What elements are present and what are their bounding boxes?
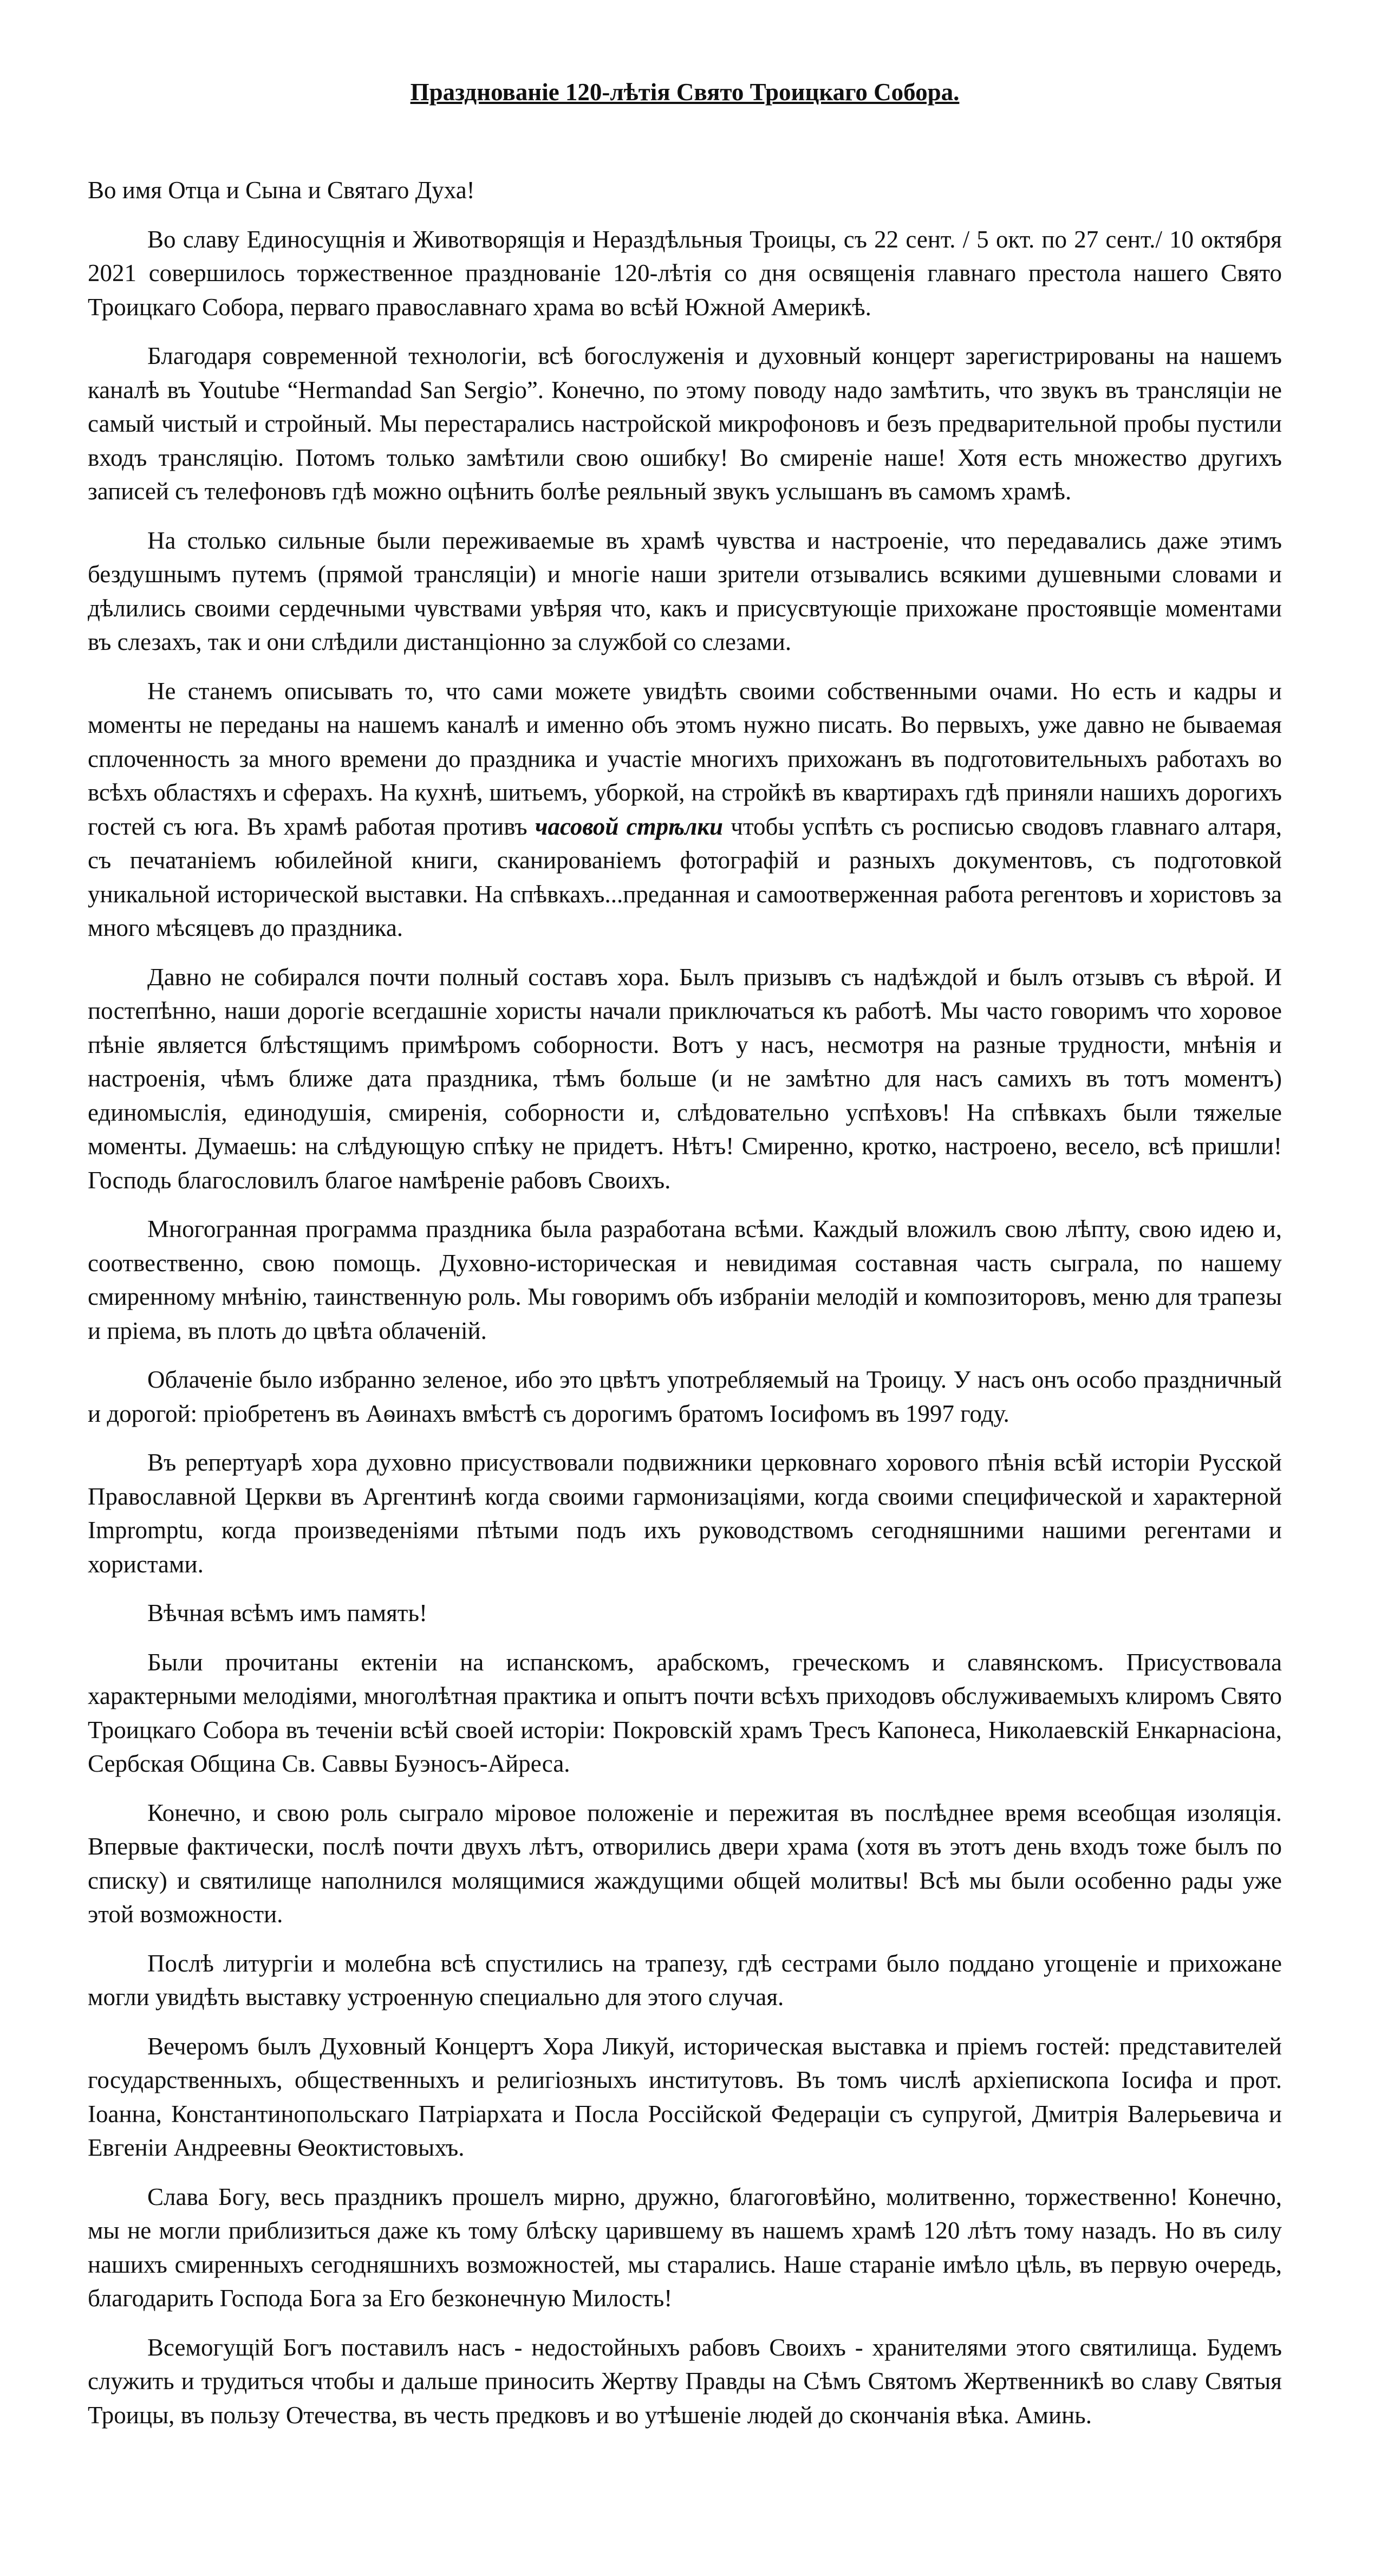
paragraph-1: Во славу Единосущнія и Животворящія и Нераздѣльныя Троицы, съ 22 сент. / 5 окт. по 27 сент./ 10 октября 2021 совершилось торжественное празднованіе 120-лѣтія со дня освященія главнаго престола нашего Свято Троицкаго Собора, перваго православнаго храма во всѣй Южной Америкѣ. (88, 225, 1282, 321)
document-body (88, 76, 1282, 2447)
paragraph-4-part-a: Не станемъ описывать то, что сами можете увидѣть своими собственными очами. Но есть и кадры и моменты не переданы на нашемъ каналѣ и именно объ этомъ нужно писать. Во первыхъ, уже давно не бываемая сплоченность за много времени до праздника и участіе многихъ прихожанъ въ подготовительныхъ работахъ во всѣхъ областяхъ и сферахъ. На кухнѣ, шитьемъ, уборкой, на стройкѣ въ квартирахъ гдѣ приняли нашихъ дорогихъ гостей съ юга. Въ храмѣ работая противъ (88, 677, 1282, 840)
paragraph-7: Облаченіе было избранно зеленое, ибо это цвѣтъ употребляемый на Троицу. У насъ онъ особо праздничный и дорогой: пріобретенъ въ Аѳинахъ вмѣстѣ съ дорогимъ братомъ Іосифомъ въ 1997 году. (88, 1366, 1282, 1427)
paragraph-3: На столько сильные были переживаемые въ храмѣ чувства и настроеніе, что передавались даже этимъ бездушнымъ путемъ (прямой трансляціи) и многіе наши зрители отзывались всякими душевными словами и дѣлились своими сердечными чувствами увѣряя что, какъ и присусвтующіе прихожане простоявщіе моментами въ слезахъ, так и они слѣдили дистанціонно за службой со слезами. (88, 526, 1282, 655)
paragraph-10: Были прочитаны ектеніи на испанскомъ, арабскомъ, греческомъ и славянскомъ. Присуствовала характерными мелодіями, многолѣтная практика и опытъ почти всѣхъ приходовъ обслуживаемыхъ клиромъ Свято Троицкаго Собора въ теченіи всѣй своей исторіи: Покровскій храмъ Тресъ Капонеса, Николаевскій Енкарнасіона, Сербская Община Св. Саввы Буэносъ-Айреса. (88, 1648, 1282, 1777)
paragraph-13: Вечеромъ былъ Духовный Концертъ Хора Ликуй, историческая выставка и пріемъ гостей: представителей государственныхъ, общественныхъ и религіозныхъ институтовъ. Въ томъ числѣ архіепископа Іосифа и прот. Іоанна, Константинопольскаго Патріархата и Посла Россійской Федераціи съ супругой, Дмитрія Валерьевича и Евгеніи Андреевны Ѳеоктистовыхъ. (88, 2032, 1282, 2161)
paragraph-12: Послѣ литургіи и молебна всѣ спустились на трапезу, гдѣ сестрами было поддано угощеніе и прихожане могли увидѣть выставку устроенную специально для этого случая. (88, 1949, 1282, 2011)
paragraph-11: Конечно, и свою роль сыграло міровое положеніе и пережитая въ послѣднее время всеобщая изоляція. Впервые фактически, послѣ почти двухъ лѣтъ, отворились двери храма (хотя въ этотъ день входъ тоже былъ по списку) и святилище наполнился молящимися жаждущими общей молитвы! Всѣ мы были особенно рады уже этой возможности. (88, 1799, 1282, 1928)
paragraph-15: Всемогущій Богъ поставилъ насъ - недостойныхъ рабовъ Своихъ - хранителями этого святилища. Будемъ служить и трудиться чтобы и дальше приносить Жертву Правды на Сѣмъ Святомъ Жертвенникѣ во славу Святыя Троицы, въ пользу Отечества, въ честь предковъ и во утѣшеніе людей до скончанія вѣка. Аминь. (88, 2333, 1282, 2429)
emphasis-clockwise: часовой стрѣлки (535, 812, 724, 840)
invocation: Во имя Отца и Сына и Святаго Духа! (88, 177, 475, 204)
paragraph-9: Вѣчная всѣмъ имъ память! (147, 1599, 427, 1627)
paragraph-4 (88, 674, 1282, 945)
paragraph-5: Давно не собирался почти полный составъ хора. Былъ призывъ съ надѣждой и былъ отзывъ съ вѣрой. И постепѣнно, наши дорогіе всегдашніе хористы начали приключаться къ работѣ. Мы часто говоримъ что хоровое пѣніе является блѣстящимъ примѣромъ соборности. Вотъ у насъ, несмотря на разные трудности, мнѣнія и настроенія, чѣмъ ближе дата праздника, тѣмъ больше (и не замѣтно для насъ самихъ въ тотъ моментъ) единомыслія, единодушія, смиренія, соборности и, слѣдовательно успѣховъ! На спѣвкахъ были тяжелые моменты. Думаешь: на слѣдующую спѣку не придетъ. Нѣтъ! Смиренно, кротко, настроено, весело, всѣ пришли! Господь благословилъ благое намѣреніе рабовъ Своихъ. (88, 963, 1282, 1194)
paragraph-2: Благодаря современной технологіи, всѣ богослуженія и духовный концерт зарегистрированы на нашемъ каналѣ въ Youtube “Hermandad San Sergio”. Конечно, по этому поводу надо замѣтить, что звукъ въ трансляціи не самый чистый и стройный. Мы перестарались настройской микрофоновъ и безъ предварительной пробы пустили входъ трансляцію. Потомъ только замѣтили свою ошибку! Во смиреніе наше! Хотя есть множество другихъ записей съ телефоновъ гдѣ можно оцѣнить болѣе реяльный звукъ услышанъ въ самомъ храмѣ. (88, 342, 1282, 505)
paragraph-6: Многогранная программа праздника была разработана всѣми. Каждый вложилъ свою лѣпту, свою идею и, соотвественно, свою помощь. Духовно-историческая и невидимая составная часть сыграла, по нашему смиренному мнѣнію, таинственную роль. Мы говоримъ объ избраніи мелодій и композиторовъ, меню для трапезы и пріема, въ плоть до цвѣта облаченій. (88, 1215, 1282, 1344)
document-title: Празднованіе 120-лѣтія Свято Троицкаго Собора. (410, 79, 960, 106)
paragraph-4-part-b: чтобы успѣть съ росписью сводовъ главнаго алтаря, съ печатаніемъ юбилейной книги, сканированіемъ фотографій и разныхъ документовъ, съ подготовкой уникальной исторической выставки. На спѣвкахъ...преданная и самоотверженная работа регентовъ и хористовъ за много мѣсяцевъ до праздника. (88, 812, 1282, 941)
paragraph-8: Въ репертуарѣ хора духовно присуствовали подвижники церковнаго хорового пѣнія всѣй исторіи Русской Православной Церкви въ Аргентинѣ когда своими гармонизаціями, когда своими специфической и характерной Impromptu, когда произведеніями пѣтыми подъ ихъ руководствомъ сегодняшними нашими регентами и хористами. (88, 1449, 1282, 1578)
paragraph-14: Слава Богу, весь праздникъ прошелъ мирно, дружно, благоговѣйно, молитвенно, торжественно! Конечно, мы не могли приблизиться даже къ тому блѣску царившему въ нашемъ храмѣ 120 лѣтъ тому назадъ. Но въ силу нашихъ смиренныхъ сегодняшнихъ возможностей, мы старались. Наше стараніе имѣло цѣль, въ первую очередь, благодарить Господа Бога за Его безконечную Милость! (88, 2183, 1282, 2312)
